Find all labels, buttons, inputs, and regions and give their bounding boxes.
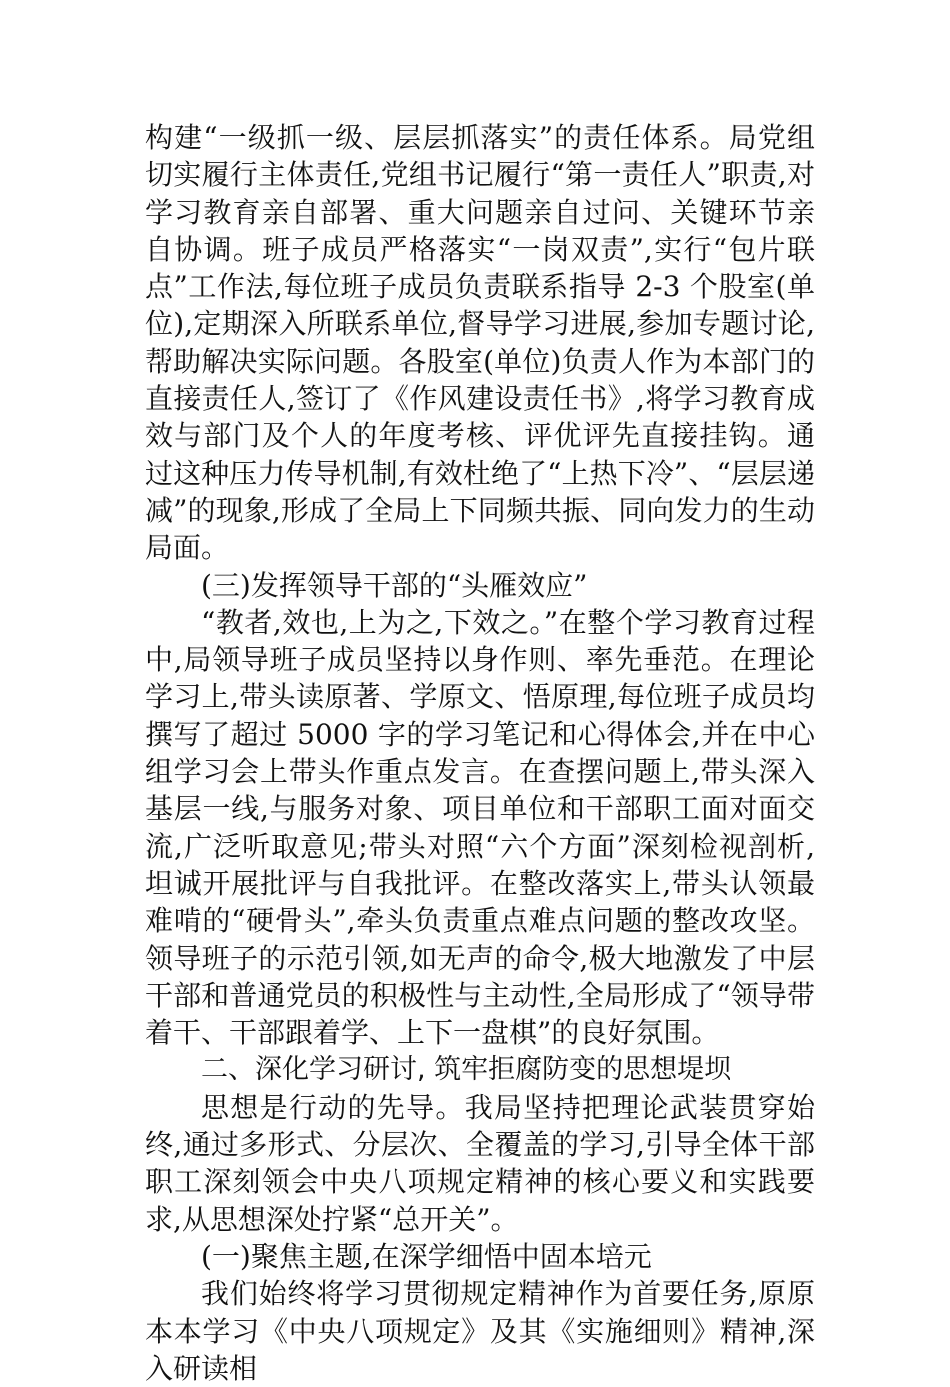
paragraph-ideological-guidance: 思想是行动的先导。我局坚持把理论武装贯穿始终,通过多形式、分层次、全覆盖的学习,引导全体干部职工深刻领会中央八项规定精神的核心要义和实践要求,从思想深处拧紧“总开关”。 <box>145 1090 815 1236</box>
paragraph-leaders-example: “教者,效也,上为之,下效之。”在整个学习教育过程中,局领导班子成员坚持以身作则、率先垂范。在理论学习上,带头读原著、学原文、悟原理,每位班子成员均撰写了超过 5000 字的学习笔记和心得体会,并在中心组学习会上带头作重点发言。在查摆问题上,带头深入基层一线,与服务对象、项目单位和干部职工面对面交流,广泛听取意见;带头对照“六个方面”深刻检视剖析,坦诚开展批评与自我批评。在整改落实上,带头认领最难啃的“硬骨头”,牵头负责重点难点问题的整改攻坚。领导班子的示范引领,如无声的命令,极大地激发了中层干部和普通党员的积极性与主动性,全局形成了“领导带着干、干部跟着学、上下一盘棋”的良好氛围。 <box>145 605 815 1050</box>
paragraph-study-regulations: 我们始终将学习贯彻规定精神作为首要任务,原原本本学习《中央八项规定》及其《实施细则》精神,深入研读相 <box>145 1277 815 1385</box>
paragraph-responsibility-system: 构建“一级抓一级、层层抓落实”的责任体系。局党组切实履行主体责任,党组书记履行“第一责任人”职责,对学习教育亲自部署、重大问题亲自过问、关键环节亲自协调。班子成员严格落实“一岗双责”,实行“包片联点”工作法,每位班子成员负责联系指导 2-3 个股室(单位),定期深入所联系单位,督导学习进展,参加专题讨论,帮助解决实际问题。各股室(单位)负责人作为本部门的直接责任人,签订了《作风建设责任书》,将学习教育成效与部门及个人的年度考核、评优评先直接挂钩。通过这种压力传导机制,有效杜绝了“上热下冷”、“层层递减”的现象,形成了全局上下同频共振、同向发力的生动局面。 <box>145 121 815 565</box>
subheading-focus-theme: (一)聚焦主题,在深学细悟中固本培元 <box>201 1239 652 1273</box>
subheading-lead-goose-effect: (三)发挥领导干部的“头雁效应” <box>201 568 588 602</box>
section-heading-study-research: 二、深化学习研讨, 筑牢拒腐防变的思想堤坝 <box>201 1054 732 1086</box>
document-body <box>145 119 815 1387</box>
